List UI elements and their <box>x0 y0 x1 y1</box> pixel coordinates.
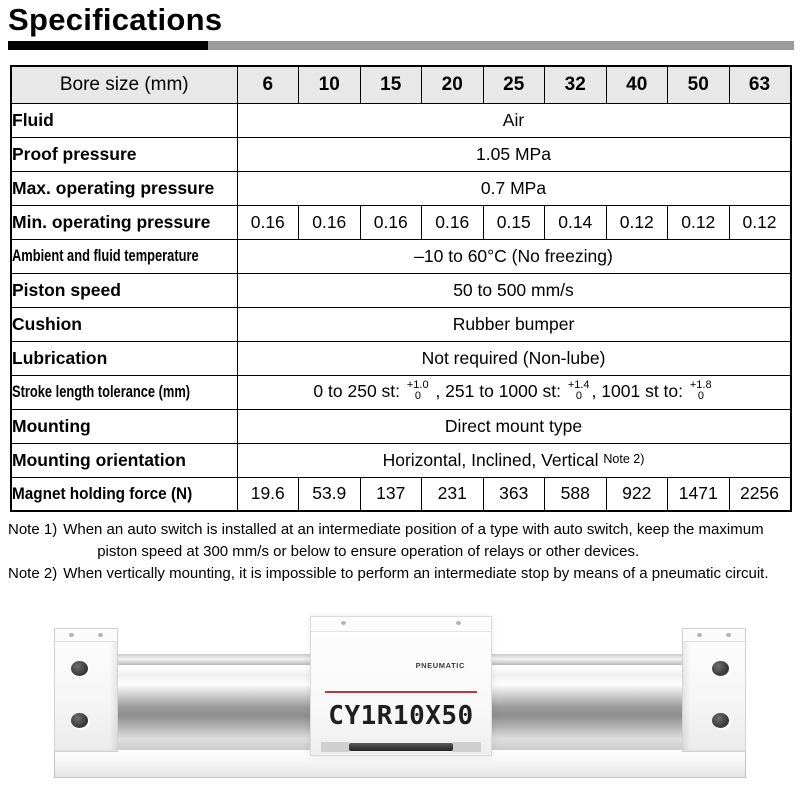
spec-value-cell: 0.16 <box>299 205 361 239</box>
table-row <box>11 375 791 409</box>
row-label <box>11 341 237 375</box>
row-label-text: Stroke length tolerance (mm) <box>12 382 191 401</box>
spec-value-cell: 0.12 <box>668 205 730 239</box>
carriage-slot-tab <box>453 742 481 752</box>
spec-value-cell: 0.7 MPa <box>237 171 791 205</box>
title-underline-bar <box>8 41 794 50</box>
page-header <box>0 0 800 50</box>
notes-section <box>8 519 792 584</box>
bore-size-column-header: 32 <box>545 66 607 103</box>
row-label-text: Mounting orientation <box>12 449 186 470</box>
table-row <box>11 273 791 307</box>
row-label <box>11 477 237 511</box>
page-title: Specifications <box>8 2 223 37</box>
spec-value-cell: 50 to 500 mm/s <box>237 273 791 307</box>
spec-value-cell: 53.9 <box>299 477 361 511</box>
bore-size-column-header: 63 <box>729 66 791 103</box>
note-1-text: When an auto switch is installed at an intermediate position of a type with auto switch, keep the maximum piston speed at 300 mm/s or below to ensure operation of relays or other devices. <box>63 521 764 560</box>
row-label-text: Proof pressure <box>12 143 137 164</box>
spec-value-cell: 922 <box>606 477 668 511</box>
screw-dot <box>697 633 702 637</box>
row-label <box>11 205 237 239</box>
spec-value-cell: 0.12 <box>729 205 791 239</box>
row-label <box>11 171 237 205</box>
spec-value-cell: Air <box>237 103 791 137</box>
tolerance-upper: +1.8 <box>689 378 712 391</box>
tolerance-stack <box>690 380 712 403</box>
spec-table-body <box>11 103 791 511</box>
title-underline-bar-accent <box>8 41 208 50</box>
spec-value-cell: 363 <box>483 477 545 511</box>
table-row <box>11 137 791 171</box>
bore-size-column-header: 15 <box>360 66 422 103</box>
brand-label: PNEUMATIC <box>415 661 465 670</box>
tolerance-lower: 0 <box>697 390 704 403</box>
spec-value-cell: 0 to 250 st: +1.0 0 , 251 to 1000 st: +1.4 0 , 1001 st to: +1.8 0 <box>237 375 791 409</box>
tolerance-stack <box>568 380 590 403</box>
table-row <box>11 341 791 375</box>
bolt-hole <box>712 661 729 676</box>
carriage-bottom-slot <box>349 743 453 751</box>
table-row <box>11 477 791 511</box>
table-row <box>11 409 791 443</box>
bore-size-column-header: 50 <box>668 66 730 103</box>
note-1 <box>8 519 792 563</box>
bore-size-column-header: 10 <box>299 66 361 103</box>
row-label <box>11 239 237 273</box>
screw-dot <box>69 633 74 637</box>
spec-value-cell: Horizontal, Inclined, Vertical Note 2) <box>237 443 791 477</box>
model-label-divider <box>325 691 477 693</box>
note-reference: Note 2) <box>603 451 645 466</box>
spec-value-cell: 1471 <box>668 477 730 511</box>
carriage-slot-tab <box>321 742 349 752</box>
screw-dot <box>456 621 461 625</box>
row-label-text: Fluid <box>12 109 54 130</box>
spec-value-cell: Direct mount type <box>237 409 791 443</box>
tolerance-lower: 0 <box>414 390 421 403</box>
spec-value-cell: 137 <box>360 477 422 511</box>
spec-value-cell: 0.14 <box>545 205 607 239</box>
carriage-top-face <box>311 617 491 632</box>
bolt-hole <box>71 713 88 728</box>
spec-value-cell: 0.16 <box>422 205 484 239</box>
row-label-text: Max. operating pressure <box>12 177 215 198</box>
row-label-text: Mounting <box>12 415 91 436</box>
row-label <box>11 137 237 171</box>
bore-size-column-header: 20 <box>422 66 484 103</box>
row-label-text: Piston speed <box>12 279 121 300</box>
spec-value-cell: 0.12 <box>606 205 668 239</box>
bore-size-header-label: Bore size (mm) <box>11 66 237 103</box>
row-label-text: Cushion <box>12 313 82 334</box>
right-bracket-top-face <box>683 629 745 642</box>
model-number-label: CY1R10X50 <box>328 701 474 731</box>
spec-value-cell: Rubber bumper <box>237 307 791 341</box>
note-1-ref: Note 1) <box>8 521 58 539</box>
cylinder-right-bracket <box>682 628 746 752</box>
tolerance-upper: +1.0 <box>406 378 429 391</box>
screw-dot <box>726 633 731 637</box>
spec-value-cell: 19.6 <box>237 477 299 511</box>
row-label <box>11 103 237 137</box>
row-label-text: Lubrication <box>12 347 108 368</box>
note-2 <box>8 563 792 585</box>
cylinder-left-bracket <box>54 628 118 752</box>
note-2-text: When vertically mounting, it is impossible to perform an intermediate stop by means of a pneumatic circuit. <box>63 564 769 582</box>
screw-dot <box>98 633 103 637</box>
screw-dot <box>341 621 346 625</box>
tolerance-stack <box>407 380 429 403</box>
left-bracket-top-face <box>55 629 117 642</box>
row-label <box>11 443 237 477</box>
row-label <box>11 409 237 443</box>
table-row <box>11 307 791 341</box>
bolt-hole <box>71 661 88 676</box>
row-label <box>11 375 237 409</box>
table-row <box>11 239 791 273</box>
specifications-table <box>10 65 792 512</box>
spec-value-cell: –10 to 60°C (No freezing) <box>237 239 791 273</box>
note-2-ref: Note 2) <box>8 564 58 582</box>
product-photo <box>0 598 800 798</box>
row-label <box>11 273 237 307</box>
tolerance-lower: 0 <box>575 390 582 403</box>
table-row <box>11 171 791 205</box>
spec-value-cell: 0.16 <box>360 205 422 239</box>
table-header-row <box>11 66 791 103</box>
table-row <box>11 205 791 239</box>
cylinder-carriage-block <box>310 616 492 756</box>
bore-size-column-header: 6 <box>237 66 299 103</box>
spec-value-cell: 231 <box>422 477 484 511</box>
table-row <box>11 103 791 137</box>
row-label-text: Ambient and fluid temperature <box>12 246 199 265</box>
row-label <box>11 307 237 341</box>
row-label-text: Min. operating pressure <box>12 211 211 232</box>
table-row <box>11 443 791 477</box>
spec-value-cell: 1.05 MPa <box>237 137 791 171</box>
bolt-hole <box>712 713 729 728</box>
bore-size-column-header: 25 <box>483 66 545 103</box>
spec-value-cell: 588 <box>545 477 607 511</box>
spec-value-cell: 0.16 <box>237 205 299 239</box>
spec-value-cell: Not required (Non-lube) <box>237 341 791 375</box>
row-label-text: Magnet holding force (N) <box>12 483 193 503</box>
spec-value-cell: 2256 <box>729 477 791 511</box>
bore-size-column-header: 40 <box>606 66 668 103</box>
spec-value-cell: 0.15 <box>483 205 545 239</box>
tolerance-upper: +1.4 <box>567 378 590 391</box>
